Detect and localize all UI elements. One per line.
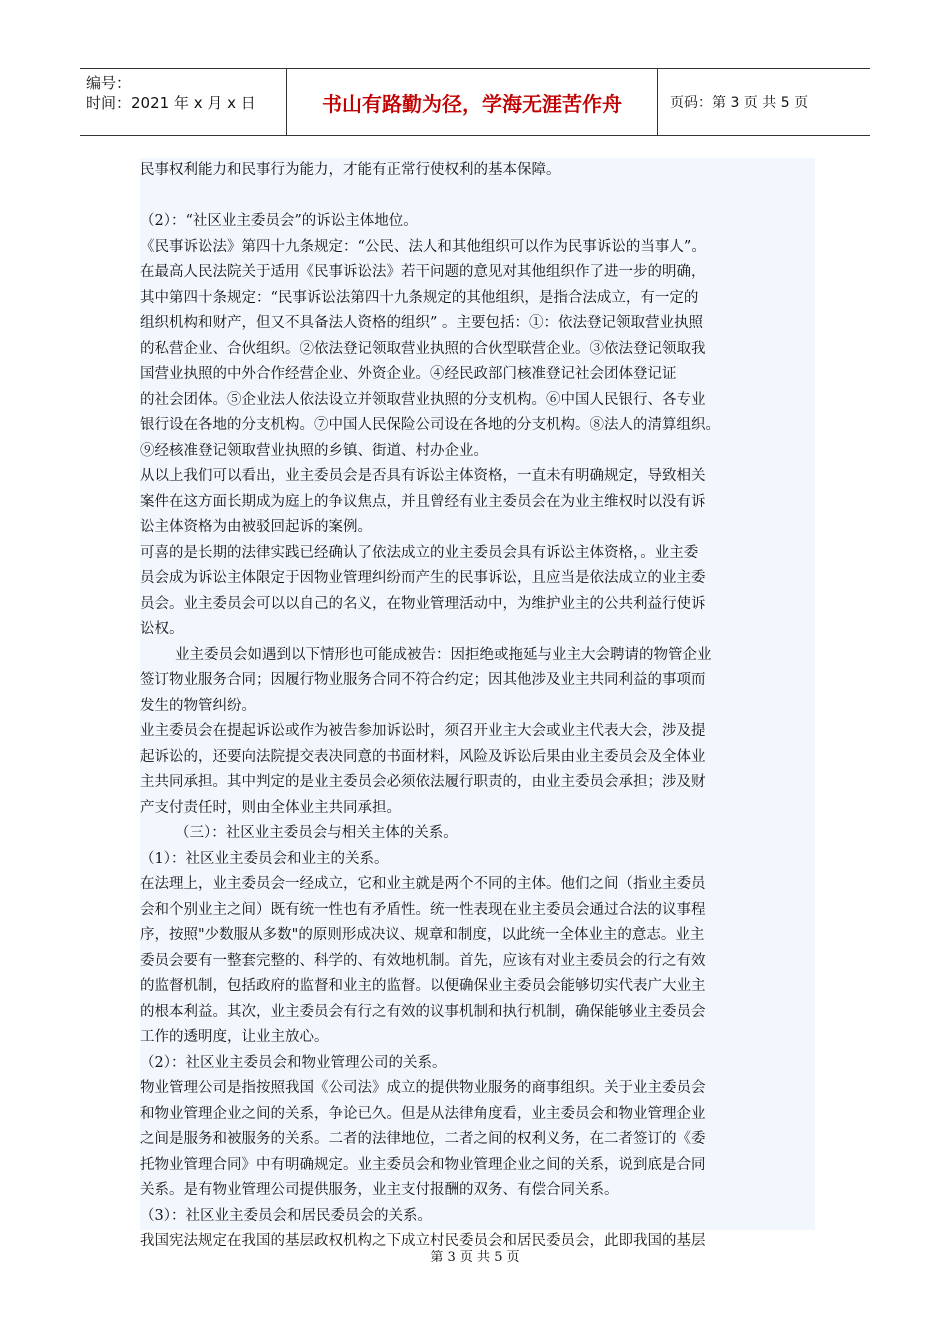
text-line: 的私营企业、合伙组织。②依法登记领取营业执照的合伙型联营企业。③依法登记领取我 [140,340,706,357]
text-line: 和物业管理企业之间的关系，争论已久。但是从法律角度看，业主委员会和物业管理企业 [140,1105,706,1122]
text-line: 国营业执照的中外合作经营企业、外资企业。④经民政部门核准登记社会团体登记证 [140,366,677,382]
text-line: 银行设在各地的分支机构。⑦中国人民保险公司设在各地的分支机构。⑧法人的清算组织。 [140,417,720,433]
page-footer: 第 3 页 共 5 页 [430,1250,520,1265]
text-line: 讼权。 [140,621,184,637]
text-line: 物业管理公司是指按照我国《公司法》成立的提供物业服务的商事组织。关于业主委员会 [140,1080,706,1096]
subsection-heading: （1）：社区业主委员会和业主的关系。 [140,850,389,867]
text-line: 委员会要有一整套完整的、科学的、有效地机制。首先，应该有对业主委员会的行之有效 [140,952,706,969]
page-header [80,68,870,136]
text-line: 员会。业主委员会可以以自己的名义，在物业管理活动中，为维护业主的公共利益行使诉 [140,595,706,612]
text-line: 业主委员会如遇到以下情形也可能成被告：因拒绝或拖延与业主大会聘请的物管企业 [175,646,712,663]
document-number: 编号： [86,74,132,92]
blank-line [140,184,815,210]
text-line: 会和个别业主之间）既有统一性也有矛盾性。统一性表现在业主委员会通过合法的议事程 [140,901,706,918]
section-heading: （三）：社区业主委员会与相关主体的关系。 [175,825,458,841]
text-line: 序，按照"少数服从多数"的原则形成决议、规章和制度，以此统一全体业主的意志。业主 [140,927,705,943]
text-line: 我国宪法规定在我国的基层政权机构之下成立村民委员会和居民委员会，此即我国的基层 [140,1233,706,1249]
text-line: 产支付责任时，则由全体业主共同承担。 [140,799,401,816]
header-motto: 书山有路勤为径，学海无涯苦作舟 [287,69,658,135]
document-date: 时间：2021 年 x 月 x 日 [86,94,256,112]
text-line: 组织机构和财产，但又不具备法人资格的组织” 。主要包括：①：依法登记领取营业执照 [140,315,704,331]
text-line: 在法理上，业主委员会一经成立，它和业主就是两个不同的主体。他们之间（指业主委员 [140,876,706,892]
body-text [140,158,815,1249]
text-line: 《民事诉讼法》第四十九条规定：“公民、法人和其他组织可以作为民事诉讼的当事人”。 [140,238,706,255]
text-line: 托物业管理合同》中有明确规定。业主委员会和物业管理企业之间的关系，说到底是合同 [140,1156,706,1173]
text-line: 的社会团体。⑤企业法人依法设立并领取营业执照的分支机构。⑥中国人民银行、各专业 [140,391,706,408]
header-meta [80,69,287,135]
text-line: 在最高人民法院关于适用《民事诉讼法》若干问题的意见对其他组织作了进一步的明确， [140,264,706,280]
header-page-info: 页码：第 3 页 共 5 页 [670,95,809,111]
text-line: 民事权利能力和民事行为能力，才能有正常行使权利的基本保障。 [140,162,561,178]
text-line: 其中第四十条规定：“民事诉讼法第四十九条规定的其他组织，是指合法成立，有一定的 [140,289,699,306]
text-line: 起诉讼的，还要向法院提交表决同意的书面材料，风险及诉讼后果由业主委员会及全体业 [140,748,706,765]
text-line: 从以上我们可以看出，业主委员会是否具有诉讼主体资格，一直未有明确规定，导致相关 [140,468,706,484]
text-line: 主共同承担。其中判定的是业主委员会必须依法履行职责的，由业主委员会承担；涉及财 [140,774,706,790]
text-line: 关系。是有物业管理公司提供服务，业主支付报酬的双务、有偿合同关系。 [140,1182,619,1198]
text-line: 签订物业服务合同；因履行物业服务合同不符合约定；因其他涉及业主共同利益的事项而 [140,672,706,688]
text-line: 可喜的是长期的法律实践已经确认了依法成立的业主委员会具有诉讼主体资格，。业主委 [140,544,699,561]
text-line: 之间是服务和被服务的关系。二者的法律地位，二者之间的权利义务，在二者签订的《委 [140,1131,706,1147]
text-line: 工作的透明度，让业主放心。 [140,1029,329,1045]
subsection-heading: （3）：社区业主委员会和居民委员会的关系。 [140,1207,432,1224]
text-line: 案件在这方面长期成为庭上的争议焦点，并且曾经有业主委员会在为业主维权时以没有诉 [140,493,706,510]
text-line: 的监督机制，包括政府的监督和业主的监督。以便确保业主委员会能够切实代表广大业主 [140,978,706,994]
text-line: 的根本利益。其次，业主委员会有行之有效的议事机制和执行机制，确保能够业主委员会 [140,1003,706,1020]
subsection-heading: （2）：社区业主委员会和物业管理公司的关系。 [140,1054,447,1071]
text-line: ⑨经核准登记领取营业执照的乡镇、街道、村办企业。 [140,442,488,459]
text-line: （2）：“社区业主委员会”的诉讼主体地位。 [140,213,418,229]
text-line: 讼主体资格为由被驳回起诉的案例。 [140,519,372,535]
text-line: 发生的物管纠纷。 [140,697,256,714]
text-line: 员会成为诉讼主体限定于因物业管理纠纷而产生的民事诉讼，且应当是依法成立的业主委 [140,570,706,586]
text-line: 业主委员会在提起诉讼或作为被告参加诉讼时，须召开业主大会或业主代表大会，涉及提 [140,723,706,739]
